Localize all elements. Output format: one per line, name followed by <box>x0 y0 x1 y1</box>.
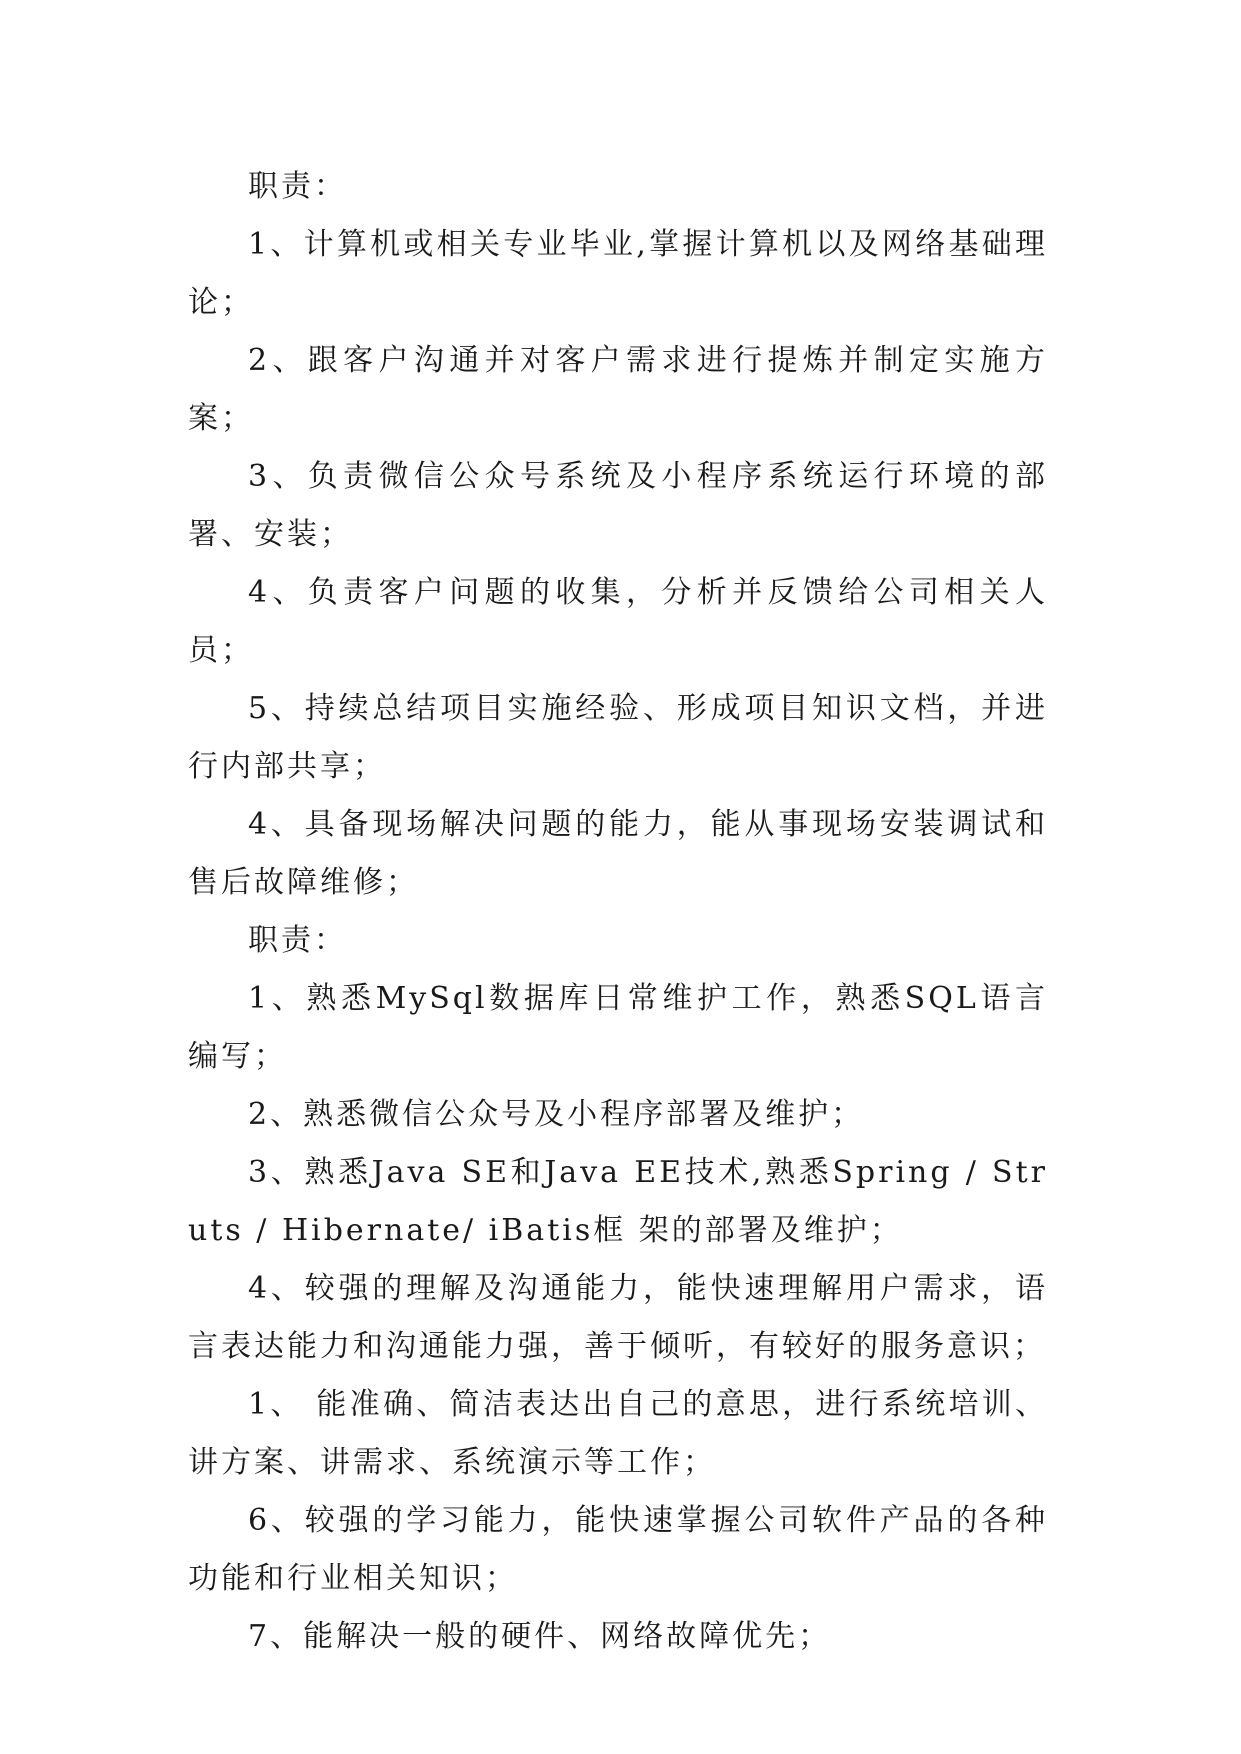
list-item: 4、较强的理解及沟通能力，能快速理解用户需求，语言表达能力和沟通能力强，善于倾听，有较好的服务意识； <box>188 1271 1048 1364</box>
document-body <box>188 158 1048 1666</box>
list-item: 4、具备现场解决问题的能力，能从事现场安装调试和售后故障维修； <box>188 807 1048 900</box>
list-item: 2、跟客户沟通并对客户需求进行提炼并制定实施方案； <box>188 343 1048 436</box>
section-heading-duties: 职责： <box>248 169 347 204</box>
list-item: 4、负责客户问题的收集，分析并反馈给公司相关人员； <box>188 575 1048 668</box>
list-item: 1、熟悉MySql数据库日常维护工作，熟悉SQL语言编写； <box>188 981 1048 1074</box>
section-heading-duties: 职责： <box>248 923 347 958</box>
list-item: 3、负责微信公众号系统及小程序系统运行环境的部署、安装； <box>188 459 1048 552</box>
list-item: 7、能解决一般的硬件、网络故障优先； <box>248 1619 832 1654</box>
list-item: 5、持续总结项目实施经验、形成项目知识文档，并进行内部共享； <box>188 691 1048 784</box>
list-item: 1、 能准确、简洁表达出自己的意思，进行系统培训、讲方案、讲需求、系统演示等工作； <box>188 1387 1048 1480</box>
list-item: 3、熟悉Java SE和Java EE技术,熟悉Spring / Struts / Hibernate/ iBatis框 架的部署及维护； <box>188 1155 1048 1248</box>
list-item: 1、计算机或相关专业毕业,掌握计算机以及网络基础理论； <box>188 227 1048 320</box>
list-item: 2、熟悉微信公众号及小程序部署及维护； <box>248 1097 865 1132</box>
list-item: 6、较强的学习能力，能快速掌握公司软件产品的各种功能和行业相关知识； <box>188 1503 1048 1596</box>
